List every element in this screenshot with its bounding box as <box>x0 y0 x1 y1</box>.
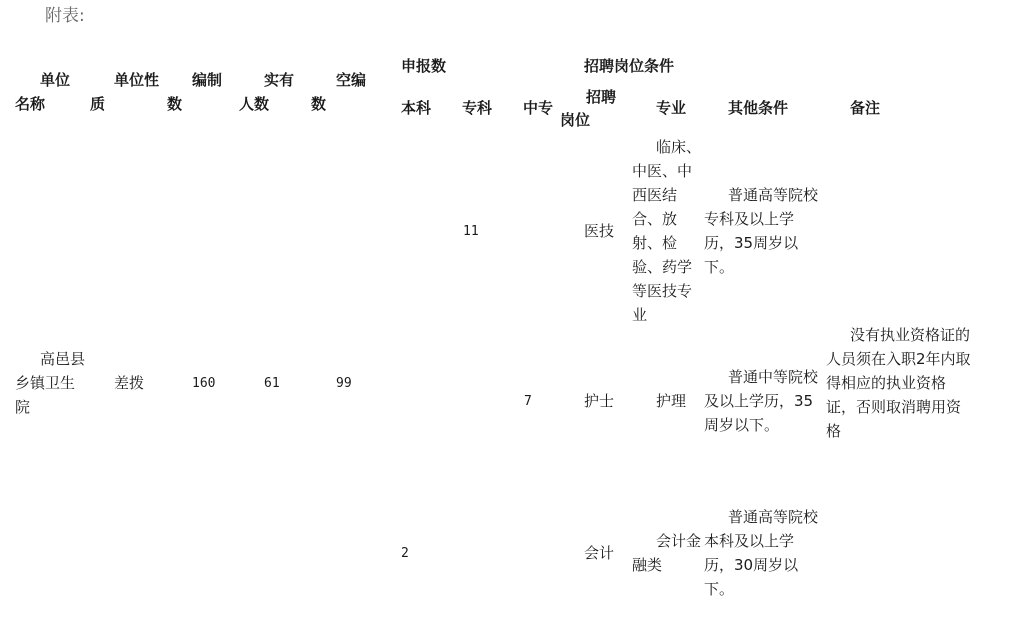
unit-name-line-1: 高邑县 <box>40 350 86 368</box>
remarks-line-2: 人员须在入职2年内取 <box>826 350 971 368</box>
row1-major-8: 业 <box>632 306 648 324</box>
row3-major-2: 融类 <box>632 556 663 574</box>
header-junior-college: 专科 <box>462 99 493 117</box>
unit-name-line-3: 院 <box>15 398 31 416</box>
row3-major-1: 会计金 <box>656 532 702 550</box>
row1-major-7: 等医技专 <box>632 282 693 300</box>
row3-post: 会计 <box>584 544 615 562</box>
row2-other-3: 周岁以下。 <box>704 416 780 434</box>
header-post-2: 岗位 <box>560 111 591 129</box>
row1-major-3: 西医结 <box>632 186 678 204</box>
remarks-line-3: 得相应的执业资格 <box>826 374 947 392</box>
row1-other-4: 下。 <box>704 258 735 276</box>
header-quota-1: 编制 <box>192 71 223 89</box>
row2-major-1: 护理 <box>656 392 687 410</box>
header-declared: 申报数 <box>401 57 447 75</box>
header-unit-name-2: 名称 <box>15 95 46 113</box>
table-note: 附表: <box>45 6 85 26</box>
unit-nature: 差拨 <box>114 374 145 392</box>
header-actual-1: 实有 <box>264 71 295 89</box>
row1-major-5: 射、检 <box>632 234 678 252</box>
header-vacancy-1: 空编 <box>336 71 367 89</box>
row2-post: 护士 <box>584 392 615 410</box>
row2-other-2: 及以上学历，35 <box>704 392 814 410</box>
row3-other-1: 普通高等院校 <box>728 508 819 526</box>
header-bachelor: 本科 <box>401 99 432 117</box>
row1-major-1: 临床、 <box>656 138 702 156</box>
unit-actual: 61 <box>264 376 280 391</box>
header-major: 专业 <box>656 99 687 117</box>
row2-secondary: 7 <box>524 394 532 409</box>
header-actual-2: 人数 <box>239 95 270 113</box>
header-unit-name-1: 单位 <box>40 71 71 89</box>
unit-vacancy: 99 <box>336 376 352 391</box>
row1-major-2: 中医、中 <box>632 162 693 180</box>
header-quota-2: 数 <box>167 95 183 113</box>
header-conditions: 招聘岗位条件 <box>584 57 675 75</box>
unit-name-line-2: 乡镇卫生 <box>15 374 76 392</box>
row1-other-3: 历，35周岁以 <box>704 234 799 252</box>
header-secondary: 中专 <box>523 99 554 117</box>
row1-post: 医技 <box>584 222 615 240</box>
row1-major-4: 合、放 <box>632 210 678 228</box>
row3-bachelor: 2 <box>401 546 409 561</box>
row3-other-3: 历，30周岁以 <box>704 556 799 574</box>
header-unit-nature-2: 质 <box>90 95 106 113</box>
row3-other-4: 下。 <box>704 580 735 598</box>
header-other: 其他条件 <box>728 99 789 117</box>
remarks-line-1: 没有执业资格证的 <box>850 326 971 344</box>
remarks-line-4: 证，否则取消聘用资 <box>826 398 962 416</box>
row1-major-6: 验、药学 <box>632 258 693 276</box>
row1-other-2: 专科及以上学 <box>704 210 795 228</box>
header-vacancy-2: 数 <box>311 95 327 113</box>
header-remarks: 备注 <box>850 99 881 117</box>
remarks-line-5: 格 <box>826 422 842 440</box>
unit-quota: 160 <box>192 376 216 391</box>
row2-other-1: 普通中等院校 <box>728 368 819 386</box>
row1-junior-college: 11 <box>463 224 479 239</box>
header-unit-nature-1: 单位性 <box>114 71 160 89</box>
row3-other-2: 本科及以上学 <box>704 532 795 550</box>
row1-other-1: 普通高等院校 <box>728 186 819 204</box>
header-post-1: 招聘 <box>586 88 617 106</box>
